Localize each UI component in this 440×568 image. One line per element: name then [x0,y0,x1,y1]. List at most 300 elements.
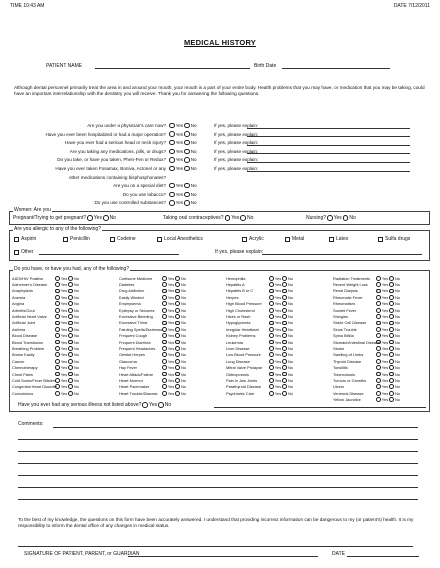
birth-date-field[interactable] [282,68,390,69]
yes-radio[interactable] [162,340,167,345]
yes-radio[interactable] [169,166,175,172]
no-radio[interactable] [68,301,73,306]
no-radio[interactable] [184,200,190,206]
no-radio[interactable] [389,321,394,326]
yes-label: Yes [60,320,68,326]
yes-radio[interactable] [269,378,274,383]
yes-radio[interactable] [376,282,381,287]
no-radio[interactable] [184,123,190,129]
yes-label: Yes [175,200,184,206]
yes-radio[interactable] [55,327,60,332]
no-radio[interactable] [282,352,287,357]
yes-radio[interactable] [169,157,175,163]
no-radio[interactable] [175,282,180,287]
yes-radio[interactable] [376,378,381,383]
condition-row [333,364,400,370]
yes-radio[interactable] [162,295,167,300]
yes-radio[interactable] [55,321,60,326]
no-radio[interactable] [175,295,180,300]
yes-radio[interactable] [55,282,60,287]
no-radio[interactable] [282,365,287,370]
condition-name: Hemophilia [226,275,246,281]
yes-radio[interactable] [376,314,381,319]
no-radio[interactable] [389,276,394,281]
no-radio[interactable] [184,192,190,198]
no-radio[interactable] [68,333,73,338]
signature-field[interactable] [128,556,318,557]
yes-label: Yes [381,390,389,396]
condition-yes-no [161,359,186,364]
yes-radio[interactable] [376,340,381,345]
no-radio[interactable] [282,314,287,319]
allergy-checkbox[interactable] [378,237,383,242]
yes-radio[interactable] [55,359,60,364]
no-label: No [394,371,400,377]
yes-radio[interactable] [169,140,175,146]
yes-radio[interactable] [376,397,381,402]
condition-yes-no [161,327,186,332]
yes-radio[interactable] [376,308,381,313]
condition-yes-no [54,333,79,338]
no-radio[interactable] [175,372,180,377]
allergy-checkbox[interactable] [157,237,162,242]
question-yes-no [168,131,197,138]
no-radio[interactable] [68,365,73,370]
no-radio[interactable] [175,314,180,319]
yes-radio[interactable] [169,200,175,206]
condition-name: Ulcers [333,384,345,390]
yes-radio[interactable] [55,308,60,313]
no-radio[interactable] [282,301,287,306]
no-radio[interactable] [282,276,287,281]
condition-yes-no [161,276,186,281]
condition-name: Excessive Bleeding [119,314,153,320]
no-radio[interactable] [389,372,394,377]
allergy-item[interactable] [14,236,36,242]
yes-radio[interactable] [162,301,167,306]
no-radio[interactable] [175,340,180,345]
signature-date-field[interactable] [347,556,419,557]
yes-label: Yes [60,326,68,332]
yes-radio[interactable] [269,314,274,319]
pregnant-no-radio[interactable] [103,215,109,221]
explain-field[interactable] [247,162,410,163]
yes-radio[interactable] [162,346,167,351]
no-radio[interactable] [389,314,394,319]
no-radio[interactable] [389,346,394,351]
allergy-item[interactable] [242,236,264,242]
yes-radio[interactable] [169,131,175,137]
pregnant-yes-radio[interactable] [87,215,93,221]
no-radio[interactable] [68,308,73,313]
conditions-legend: Do you have, or have you had, any of the following? [14,266,130,272]
no-radio[interactable] [175,333,180,338]
no-radio[interactable] [282,359,287,364]
yes-radio[interactable] [376,365,381,370]
no-radio[interactable] [389,308,394,313]
no-radio[interactable] [68,352,73,357]
yes-radio[interactable] [269,359,274,364]
no-radio[interactable] [175,359,180,364]
condition-name: Venereal Disease [333,390,364,396]
no-radio[interactable] [175,321,180,326]
condition-name: Tuberculosis [333,371,355,377]
contraceptives-no-radio[interactable] [240,215,246,221]
yes-radio[interactable] [162,378,167,383]
no-radio[interactable] [175,384,180,389]
no-radio[interactable] [68,327,73,332]
no-radio[interactable] [175,301,180,306]
condition-name: Mitral Valve Prolapse [226,365,263,371]
condition-name: Osteoporosis [226,371,249,377]
no-label: No [394,275,400,281]
no-radio[interactable] [282,372,287,377]
yes-radio[interactable] [55,301,60,306]
yes-radio[interactable] [55,384,60,389]
yes-radio[interactable] [55,295,60,300]
comment-line[interactable] [18,487,418,488]
allergy-label: Local Anesthetics [164,236,203,242]
condition-yes-no [268,365,293,370]
condition-name: Sickle Cell Disease [333,320,367,326]
no-radio[interactable] [68,289,73,294]
condition-yes-no [54,384,79,389]
allergy-checkbox[interactable] [63,237,68,242]
no-radio[interactable] [68,282,73,287]
condition-yes-no [54,346,79,351]
allergy-item[interactable] [110,236,136,242]
yes-radio[interactable] [376,289,381,294]
no-radio[interactable] [68,384,73,389]
yes-radio[interactable] [55,340,60,345]
comment-line[interactable] [53,427,418,428]
no-radio[interactable] [184,140,190,146]
allergy-item[interactable] [63,236,90,242]
no-radio[interactable] [389,340,394,345]
nursing-no-radio[interactable] [343,215,349,221]
yes-radio[interactable] [269,365,274,370]
yes-radio[interactable] [376,301,381,306]
allergy-item[interactable] [329,236,348,242]
condition-row [12,384,79,390]
no-label: No [180,371,186,377]
certification-paragraph: To the best of my knowledge, the questions on this form have been accurately answered. I understand that providing incorrect information can be dangerous to my (or patient's) health. It is my responsibility to inform the dental office of any changes in medical status. [18,517,414,528]
condition-yes-no [161,308,186,313]
condition-yes-no [161,384,186,389]
yes-radio[interactable] [162,289,167,294]
yes-radio[interactable] [55,391,60,396]
yes-radio[interactable] [162,391,167,396]
yes-label: Yes [274,307,282,313]
yes-radio[interactable] [269,327,274,332]
yes-label: Yes [60,345,68,351]
no-radio[interactable] [389,327,394,332]
allergy-item[interactable] [157,236,203,242]
yes-radio[interactable] [162,276,167,281]
yes-radio[interactable] [55,372,60,377]
no-radio[interactable] [282,384,287,389]
no-radio[interactable] [389,359,394,364]
no-label: No [73,326,79,332]
comment-line[interactable] [18,463,418,464]
contraceptives-yes-radio[interactable] [225,215,231,221]
yes-radio[interactable] [55,378,60,383]
no-radio[interactable] [389,289,394,294]
no-radio[interactable] [184,149,190,155]
no-radio[interactable] [389,365,394,370]
yes-radio[interactable] [162,282,167,287]
yes-radio[interactable] [162,352,167,357]
yes-radio[interactable] [269,384,274,389]
yes-radio[interactable] [269,352,274,357]
allergy-checkbox[interactable] [285,237,290,242]
no-radio[interactable] [389,391,394,396]
no-radio[interactable] [175,327,180,332]
yes-radio[interactable] [269,321,274,326]
condition-yes-no [161,372,186,377]
yes-radio[interactable] [162,314,167,319]
condition-yes-no [375,340,400,345]
condition-name: Glaucoma [119,358,137,364]
no-radio[interactable] [175,391,180,396]
yes-radio[interactable] [55,352,60,357]
no-radio[interactable] [184,157,190,163]
yes-radio[interactable] [376,333,381,338]
allergy-label: Codeine [117,236,136,242]
yes-radio[interactable] [169,192,175,198]
no-radio[interactable] [68,346,73,351]
no-label: No [73,345,79,351]
yes-radio[interactable] [376,346,381,351]
no-label: No [180,352,186,358]
yes-label: Yes [60,282,68,288]
no-radio[interactable] [175,276,180,281]
yes-radio[interactable] [269,301,274,306]
condition-yes-no [268,346,293,351]
comment-line[interactable] [18,499,418,500]
yes-radio[interactable] [162,384,167,389]
yes-radio[interactable] [55,289,60,294]
yes-radio[interactable] [376,391,381,396]
no-radio[interactable] [175,346,180,351]
no-radio[interactable] [389,282,394,287]
no-radio[interactable] [389,397,394,402]
serious-illness-label: Have you ever had any serious illness not listed above? [18,402,142,408]
yes-radio[interactable] [376,352,381,357]
condition-yes-no [54,314,79,319]
allergy-item[interactable] [285,236,304,242]
condition-yes-no [161,378,186,383]
yes-radio[interactable] [269,289,274,294]
yes-radio[interactable] [55,276,60,281]
yes-radio[interactable] [169,183,175,189]
yes-label: Yes [274,365,282,371]
yes-radio[interactable] [55,333,60,338]
no-label: No [190,157,197,163]
no-radio[interactable] [68,378,73,383]
allergy-checkbox[interactable] [329,237,334,242]
yes-radio[interactable] [269,308,274,313]
no-radio[interactable] [68,314,73,319]
no-radio[interactable] [175,365,180,370]
no-label: No [180,282,186,288]
yes-radio[interactable] [162,333,167,338]
yes-radio[interactable] [269,346,274,351]
comment-line[interactable] [18,439,418,440]
no-radio[interactable] [184,183,190,189]
no-radio[interactable] [68,372,73,377]
yes-radio[interactable] [269,340,274,345]
condition-yes-no [268,288,293,293]
conditions-column [119,275,186,396]
no-radio[interactable] [282,391,287,396]
no-radio[interactable] [282,340,287,345]
no-radio[interactable] [175,378,180,383]
yes-radio[interactable] [162,327,167,332]
yes-radio[interactable] [169,123,175,129]
explain-field[interactable] [247,145,410,146]
question-yes-no [168,122,197,129]
condition-row [333,358,400,364]
comment-line[interactable] [18,475,418,476]
no-radio[interactable] [175,352,180,357]
no-radio[interactable] [68,321,73,326]
no-radio[interactable] [68,276,73,281]
yes-label: Yes [167,320,175,326]
explain-field[interactable] [247,136,410,137]
condition-name: Breathing Problem [12,345,45,351]
yes-radio[interactable] [269,372,274,377]
yes-label: Yes [381,320,389,326]
no-radio[interactable] [68,359,73,364]
no-radio[interactable] [68,295,73,300]
no-radio[interactable] [184,166,190,172]
yes-radio[interactable] [269,276,274,281]
no-label: No [180,384,186,390]
patient-name-label: PATIENT NAME [46,63,83,69]
yes-label: Yes [274,282,282,288]
explain-field[interactable] [247,171,410,172]
condition-row [333,307,400,313]
patient-name-field[interactable] [95,68,250,69]
question-text: Are you under a physician's care now? [87,123,166,128]
condition-row [333,390,400,396]
condition-name: Epilepsy or Seizures [119,307,155,313]
allergy-explain-field[interactable] [262,254,422,255]
no-radio[interactable] [282,308,287,313]
yes-radio[interactable] [376,372,381,377]
no-label: No [287,371,293,377]
allergy-other-checkbox[interactable] [14,250,19,255]
allergy-other-field[interactable] [39,254,179,255]
yes-label: Yes [274,371,282,377]
no-radio[interactable] [282,282,287,287]
yes-radio[interactable] [169,149,175,155]
allergy-checkbox[interactable] [242,237,247,242]
allergy-checkbox[interactable] [14,237,19,242]
allergy-items [14,236,428,244]
condition-row [226,301,293,307]
allergy-item[interactable] [378,236,410,242]
serious-illness-field[interactable] [214,407,426,408]
yes-label: Yes [167,294,175,300]
yes-radio[interactable] [269,333,274,338]
no-radio[interactable] [282,289,287,294]
yes-radio[interactable] [55,365,60,370]
no-radio[interactable] [175,308,180,313]
no-radio[interactable] [68,340,73,345]
no-label: No [73,384,79,390]
yes-radio[interactable] [55,346,60,351]
condition-name: Spina Bifida [333,333,354,339]
no-radio[interactable] [282,346,287,351]
explain-field[interactable] [247,153,410,154]
yes-label: Yes [167,333,175,339]
yes-radio[interactable] [269,282,274,287]
no-radio[interactable] [282,333,287,338]
yes-radio[interactable] [269,391,274,396]
condition-yes-no [375,378,400,383]
no-radio[interactable] [389,352,394,357]
yes-radio[interactable] [55,314,60,319]
yes-radio[interactable] [376,384,381,389]
no-radio[interactable] [389,378,394,383]
condition-row [333,313,400,319]
comment-line[interactable] [18,451,418,452]
conditions-column [333,275,400,403]
no-radio[interactable] [389,384,394,389]
no-label: No [180,326,186,332]
no-radio[interactable] [184,131,190,137]
no-radio[interactable] [175,289,180,294]
no-radio[interactable] [282,327,287,332]
women-nursing-row [306,215,356,221]
no-radio[interactable] [389,295,394,300]
yes-radio[interactable] [376,327,381,332]
allergy-checkbox[interactable] [110,237,115,242]
yes-radio[interactable] [376,276,381,281]
conditions-column [12,275,79,396]
yes-radio[interactable] [376,295,381,300]
condition-yes-no [375,276,400,281]
no-radio[interactable] [68,391,73,396]
condition-name: Frequent Cough [119,333,148,339]
yes-radio[interactable] [162,359,167,364]
yes-radio[interactable] [376,321,381,326]
no-radio[interactable] [282,295,287,300]
condition-yes-no [375,282,400,287]
no-radio[interactable] [389,333,394,338]
condition-yes-no [375,301,400,306]
condition-row [226,352,293,358]
yes-radio[interactable] [162,365,167,370]
condition-row [119,377,186,383]
yes-radio[interactable] [376,359,381,364]
explain-field[interactable] [247,128,410,129]
yes-radio[interactable] [162,321,167,326]
question-row [0,182,440,189]
serious-illness-yes-radio[interactable] [142,402,148,408]
yes-radio[interactable] [162,308,167,313]
yes-radio[interactable] [162,372,167,377]
serious-illness-no-radio[interactable] [158,402,164,408]
no-radio[interactable] [282,321,287,326]
no-radio[interactable] [389,301,394,306]
no-radio[interactable] [282,378,287,383]
condition-row [12,301,79,307]
yes-radio[interactable] [269,295,274,300]
nursing-yes-radio[interactable] [327,215,333,221]
